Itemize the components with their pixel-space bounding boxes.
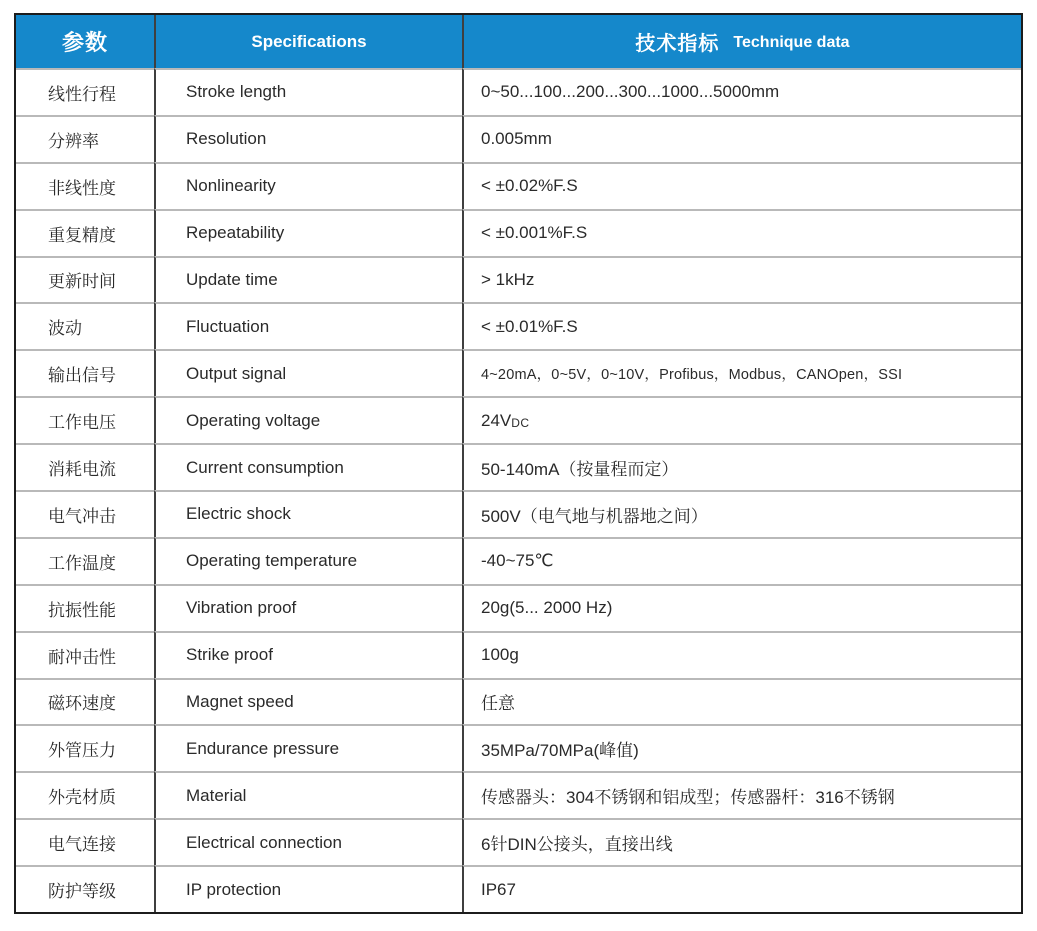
- value-cell: < ±0.001%F.S: [462, 209, 1021, 256]
- value-cell: 任意: [462, 678, 1021, 725]
- param-cell: 更新时间: [16, 256, 154, 303]
- param-cell: 重复精度: [16, 209, 154, 256]
- value-cell: [462, 396, 1021, 443]
- header-cell-specifications: Specifications: [154, 15, 462, 68]
- spec-cell: Fluctuation: [154, 302, 462, 349]
- header-cell-technique-data: [462, 15, 1021, 68]
- param-cell: 电气连接: [16, 818, 154, 865]
- value-cell: 0.005mm: [462, 115, 1021, 162]
- value-cell: 50-140mA（按量程而定）: [462, 443, 1021, 490]
- spec-cell: Electric shock: [154, 490, 462, 537]
- voltage-dc-suffix: DC: [511, 415, 530, 430]
- param-cell: 线性行程: [16, 68, 154, 115]
- spec-cell: Stroke length: [154, 68, 462, 115]
- value-cell: 6针DIN公接头，直接出线: [462, 818, 1021, 865]
- param-cell: 消耗电流: [16, 443, 154, 490]
- spec-cell: Material: [154, 771, 462, 818]
- param-cell: 分辨率: [16, 115, 154, 162]
- param-cell: 耐冲击性: [16, 631, 154, 678]
- param-cell: 工作温度: [16, 537, 154, 584]
- param-cell: 非线性度: [16, 162, 154, 209]
- param-cell: 防护等级: [16, 865, 154, 912]
- header-cell-param: 参数: [16, 15, 154, 68]
- header-technique-en: Technique data: [733, 33, 850, 51]
- value-cell: 500V（电气地与机器地之间）: [462, 490, 1021, 537]
- value-cell: 20g(5... 2000 Hz): [462, 584, 1021, 631]
- spec-cell: Electrical connection: [154, 818, 462, 865]
- spec-cell: Strike proof: [154, 631, 462, 678]
- spec-cell: Vibration proof: [154, 584, 462, 631]
- header-technique-cn: 技术指标: [635, 33, 720, 55]
- spec-cell: IP protection: [154, 865, 462, 912]
- value-cell: -40~75℃: [462, 537, 1021, 584]
- param-cell: 输出信号: [16, 349, 154, 396]
- param-cell: 波动: [16, 302, 154, 349]
- spec-cell: Magnet speed: [154, 678, 462, 725]
- spec-cell: Operating temperature: [154, 537, 462, 584]
- value-cell: IP67: [462, 865, 1021, 912]
- value-cell: 传感器头：304不锈钢和铝成型；传感器杆：316不锈钢: [462, 771, 1021, 818]
- value-cell: 4~20mA，0~5V，0~10V，Profibus，Modbus，CANOpen，SSI: [462, 349, 1021, 396]
- spec-cell: Output signal: [154, 349, 462, 396]
- spec-cell: Update time: [154, 256, 462, 303]
- value-cell: 0~50...100...200...300...1000...5000mm: [462, 68, 1021, 115]
- spec-cell: Endurance pressure: [154, 724, 462, 771]
- param-cell: 电气冲击: [16, 490, 154, 537]
- param-cell: 磁环速度: [16, 678, 154, 725]
- voltage-value: 24V: [481, 410, 512, 430]
- value-cell: < ±0.01%F.S: [462, 302, 1021, 349]
- spec-cell: Operating voltage: [154, 396, 462, 443]
- spec-cell: Resolution: [154, 115, 462, 162]
- specification-table: [14, 13, 1023, 914]
- value-cell: 35MPa/70MPa(峰值): [462, 724, 1021, 771]
- spec-cell: Current consumption: [154, 443, 462, 490]
- value-cell: > 1kHz: [462, 256, 1021, 303]
- param-cell: 外管压力: [16, 724, 154, 771]
- value-cell: 100g: [462, 631, 1021, 678]
- param-cell: 工作电压: [16, 396, 154, 443]
- spec-cell: Nonlinearity: [154, 162, 462, 209]
- param-cell: 抗振性能: [16, 584, 154, 631]
- value-cell: < ±0.02%F.S: [462, 162, 1021, 209]
- spec-cell: Repeatability: [154, 209, 462, 256]
- param-cell: 外壳材质: [16, 771, 154, 818]
